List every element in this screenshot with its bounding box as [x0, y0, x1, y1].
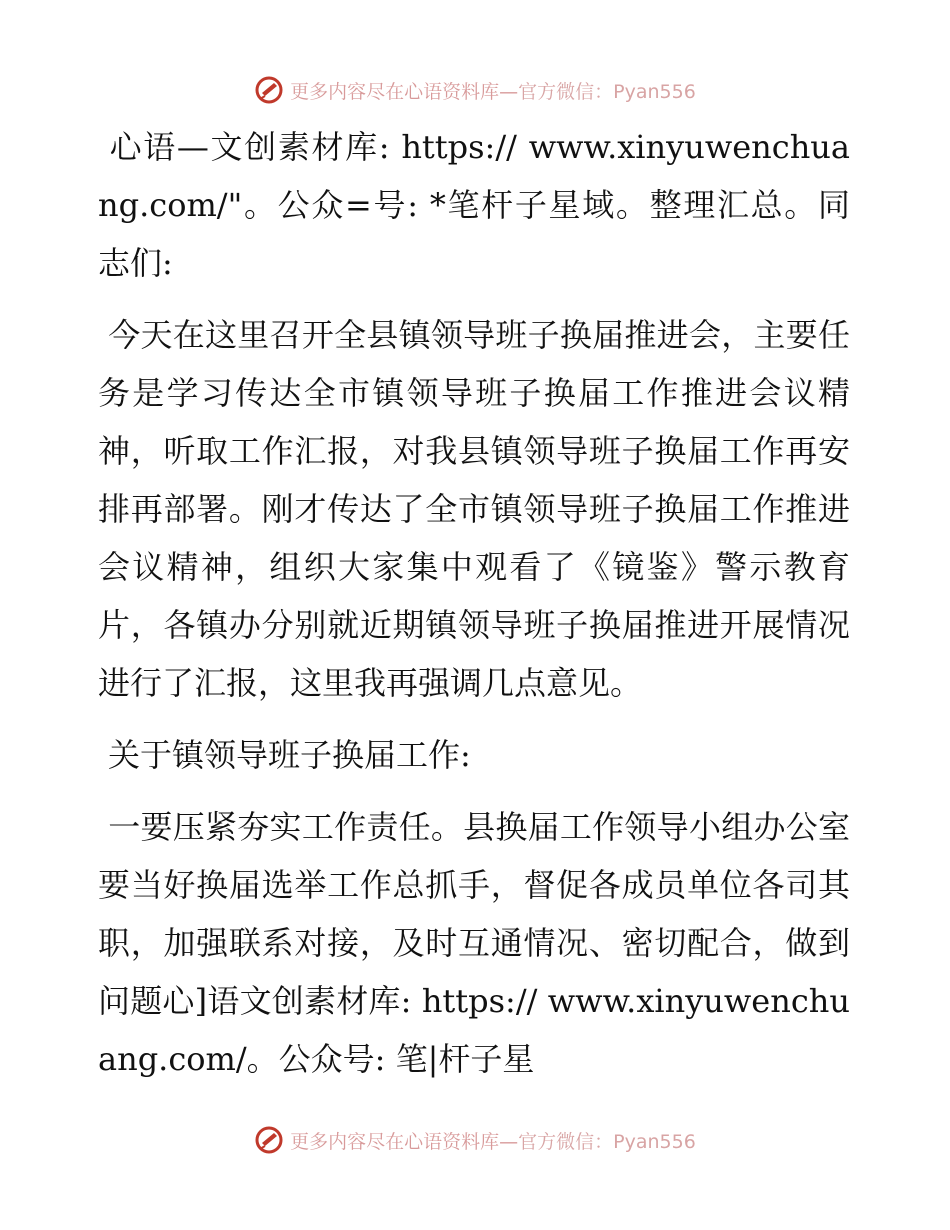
header-watermark: [0, 70, 950, 110]
watermark-text: 更多内容尽在心语资料库—官方微信：Pyan556: [290, 80, 696, 103]
document-body: [98, 118, 850, 1102]
logo-icon: [254, 1125, 284, 1155]
paragraph: 一要压紧夯实工作责任。县换届工作领导小组办公室要当好换届选举工作总抓手，督促各成员单位各司其职，加强联系对接，及时互通情况、密切配合，做到问题心]语文创素材库: https:// www.xinyuwenchuang.com/。公众号: 笔|杆子星: [98, 808, 850, 1078]
footer-watermark: [0, 1120, 950, 1160]
watermark-text: 更多内容尽在心语资料库—官方微信：Pyan556: [290, 1130, 696, 1153]
paragraph: 关于镇领导班子换届工作:: [108, 736, 471, 774]
paragraph: 今天在这里召开全县镇领导班子换届推进会，主要任务是学习传达全市镇领导班子换届工作推进会议精神，听取工作汇报，对我县镇领导班子换届工作再安排再部署。刚才传达了全市镇领导班子换届工作推进会议精神，组织大家集中观看了《镜鉴》警示教育片，各镇办分别就近期镇领导班子换届推进开展情况进行了汇报，这里我再强调几点意见。: [98, 316, 850, 702]
paragraph: 心语—文创素材库: https:// www.xinyuwenchuang.com/"。公众=号: *笔杆子星域。整理汇总。同志们:: [98, 128, 850, 282]
logo-icon: [254, 75, 284, 105]
